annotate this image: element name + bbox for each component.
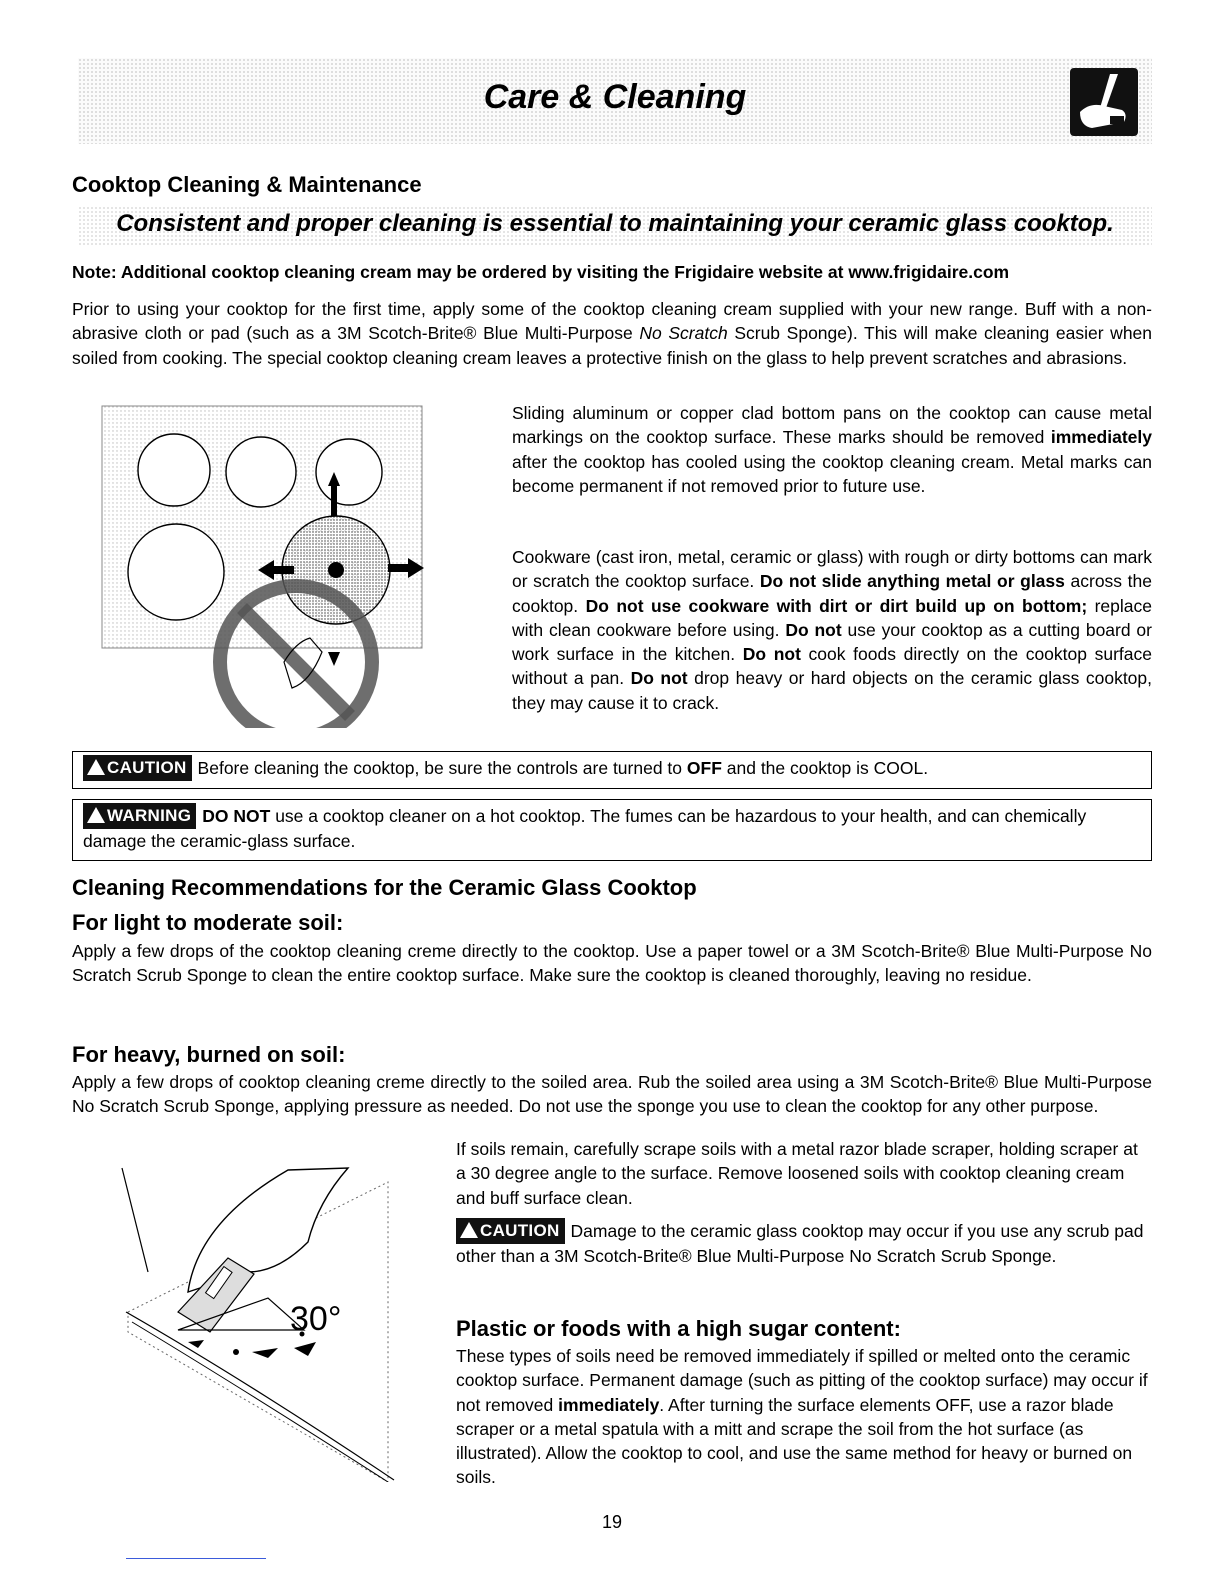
cooktop-illustration bbox=[96, 402, 430, 728]
metal-marks-paragraph: Sliding aluminum or copper clad bottom pans on the cooktop can cause metal markings on the cooktop surface. These marks should be removed immediately after the cooktop has cooled using the cooktop cleaning cream. Metal marks can become permanent if not removed prior to future use. bbox=[512, 403, 1152, 496]
light-soil-paragraph: Apply a few drops of the cooktop cleaning creme directly to the cooktop. Use a paper towel or a 3M Scotch-Brite® Blue Multi-Purpose No Scratch Scrub Sponge to clean the entire cooktop surface. Make sure the cooktop is cleaned thoroughly, leaving no residue. bbox=[72, 941, 1152, 986]
caution-scrub-paragraph: CAUTION Damage to the ceramic glass cooktop may occur if you use any scrub pad other than a 3M Scotch-Brite® Blue Multi-Purpose No Scratch Scrub Sponge. bbox=[456, 1218, 1152, 1269]
warning-box: WARNING DO NOT use a cooktop cleaner on a hot cooktop. The fumes can be hazardous to your health, and can chemically damage the ceramic-glass surface. bbox=[72, 799, 1152, 861]
heading-heavy-soil: For heavy, burned on soil: bbox=[72, 1042, 346, 1067]
scrape-paragraph: If soils remain, carefully scrape soils with a metal razor blade scraper, holding scraper at a 30 degree angle to the surface. Remove loosened soils with cooktop cleaning cream and buff surface clean. bbox=[456, 1139, 1138, 1208]
subtitle-band bbox=[78, 206, 1152, 246]
note-text: Note: Additional cooktop cleaning cream may be ordered by visiting the Frigidaire website at www.frigidaire.com bbox=[72, 262, 1010, 282]
heading-light-soil: For light to moderate soil: bbox=[72, 910, 344, 935]
cookware-paragraph: Cookware (cast iron, metal, ceramic or glass) with rough or dirty bottoms can mark or scratch the cooktop surface. Do not slide anything metal or glass across the cooktop. Do not use cookware with dirt or dirt build up on bottom; replace with clean cookware before using. Do not use your cooktop as a cutting board or work surface in the kitchen. Do not cook foods directly on the cooktop surface without a pan. Do not drop heavy or hard objects on the ceramic glass cooktop, they may cause it to crack. bbox=[512, 547, 1153, 713]
warning-triangle-icon bbox=[87, 759, 105, 775]
sugar-paragraph: These types of soils need be removed immediately if spilled or melted onto the ceramic cooktop surface. Permanent damage (such as pitting of the cooktop surface) may occur if not removed immediately. After turning the surface elements OFF, use a razor blade scraper or a metal spatula with a mitt and scrape the soil from the hot surface (as illustrated). Allow the cooktop to cool, and use the same method for heavy or burned on soils. bbox=[456, 1346, 1148, 1488]
warning-triangle-icon bbox=[460, 1222, 478, 1238]
scraper-illustration bbox=[118, 1162, 398, 1482]
heavy-soil-paragraph: Apply a few drops of cooktop cleaning creme directly to the soiled area. Rub the soiled area using a 3M Scotch-Brite® Blue Multi-Purpose No Scratch Scrub Sponge, applying pressure as needed. Do not use the sponge you use to clean the cooktop for any other purpose. bbox=[72, 1072, 1152, 1117]
section-heading-cooktop-cleaning: Cooktop Cleaning & Maintenance bbox=[72, 172, 422, 197]
header-banner bbox=[78, 58, 1152, 144]
caution-badge: CAUTION bbox=[456, 1218, 565, 1244]
intro-paragraph: Prior to using your cooktop for the first time, apply some of the cooktop cleaning cream supplied with your new range. Buff with a non-abrasive cloth or pad (such as a 3M Scotch-Brite® Blue Multi-Purpose No Scratch Scrub Sponge). This will make cleaning easier when soiled from cooking. The special cooktop cleaning cream leaves a protective finish on the glass to help prevent scratches and abrasions. bbox=[72, 299, 1153, 368]
caution-box: CAUTION Before cleaning the cooktop, be sure the controls are turned to OFF and the cooktop is COOL. bbox=[72, 751, 1152, 789]
page-title: Care & Cleaning bbox=[483, 78, 747, 116]
warning-badge: WARNING bbox=[83, 803, 196, 829]
subtitle: Consistent and proper cleaning is essential to maintaining your ceramic glass cooktop. bbox=[116, 210, 1114, 237]
page-number: 19 bbox=[601, 1512, 623, 1532]
warning-triangle-icon bbox=[87, 807, 105, 823]
footer-divider bbox=[126, 1558, 266, 1559]
heading-sugar: Plastic or foods with a high sugar content: bbox=[456, 1316, 901, 1341]
caution-badge: CAUTION bbox=[83, 755, 192, 781]
cleaning-hand-icon bbox=[1070, 68, 1138, 136]
section-heading-recommendations: Cleaning Recommendations for the Ceramic Glass Cooktop bbox=[72, 875, 697, 900]
angle-label: 30° bbox=[290, 1300, 342, 1338]
